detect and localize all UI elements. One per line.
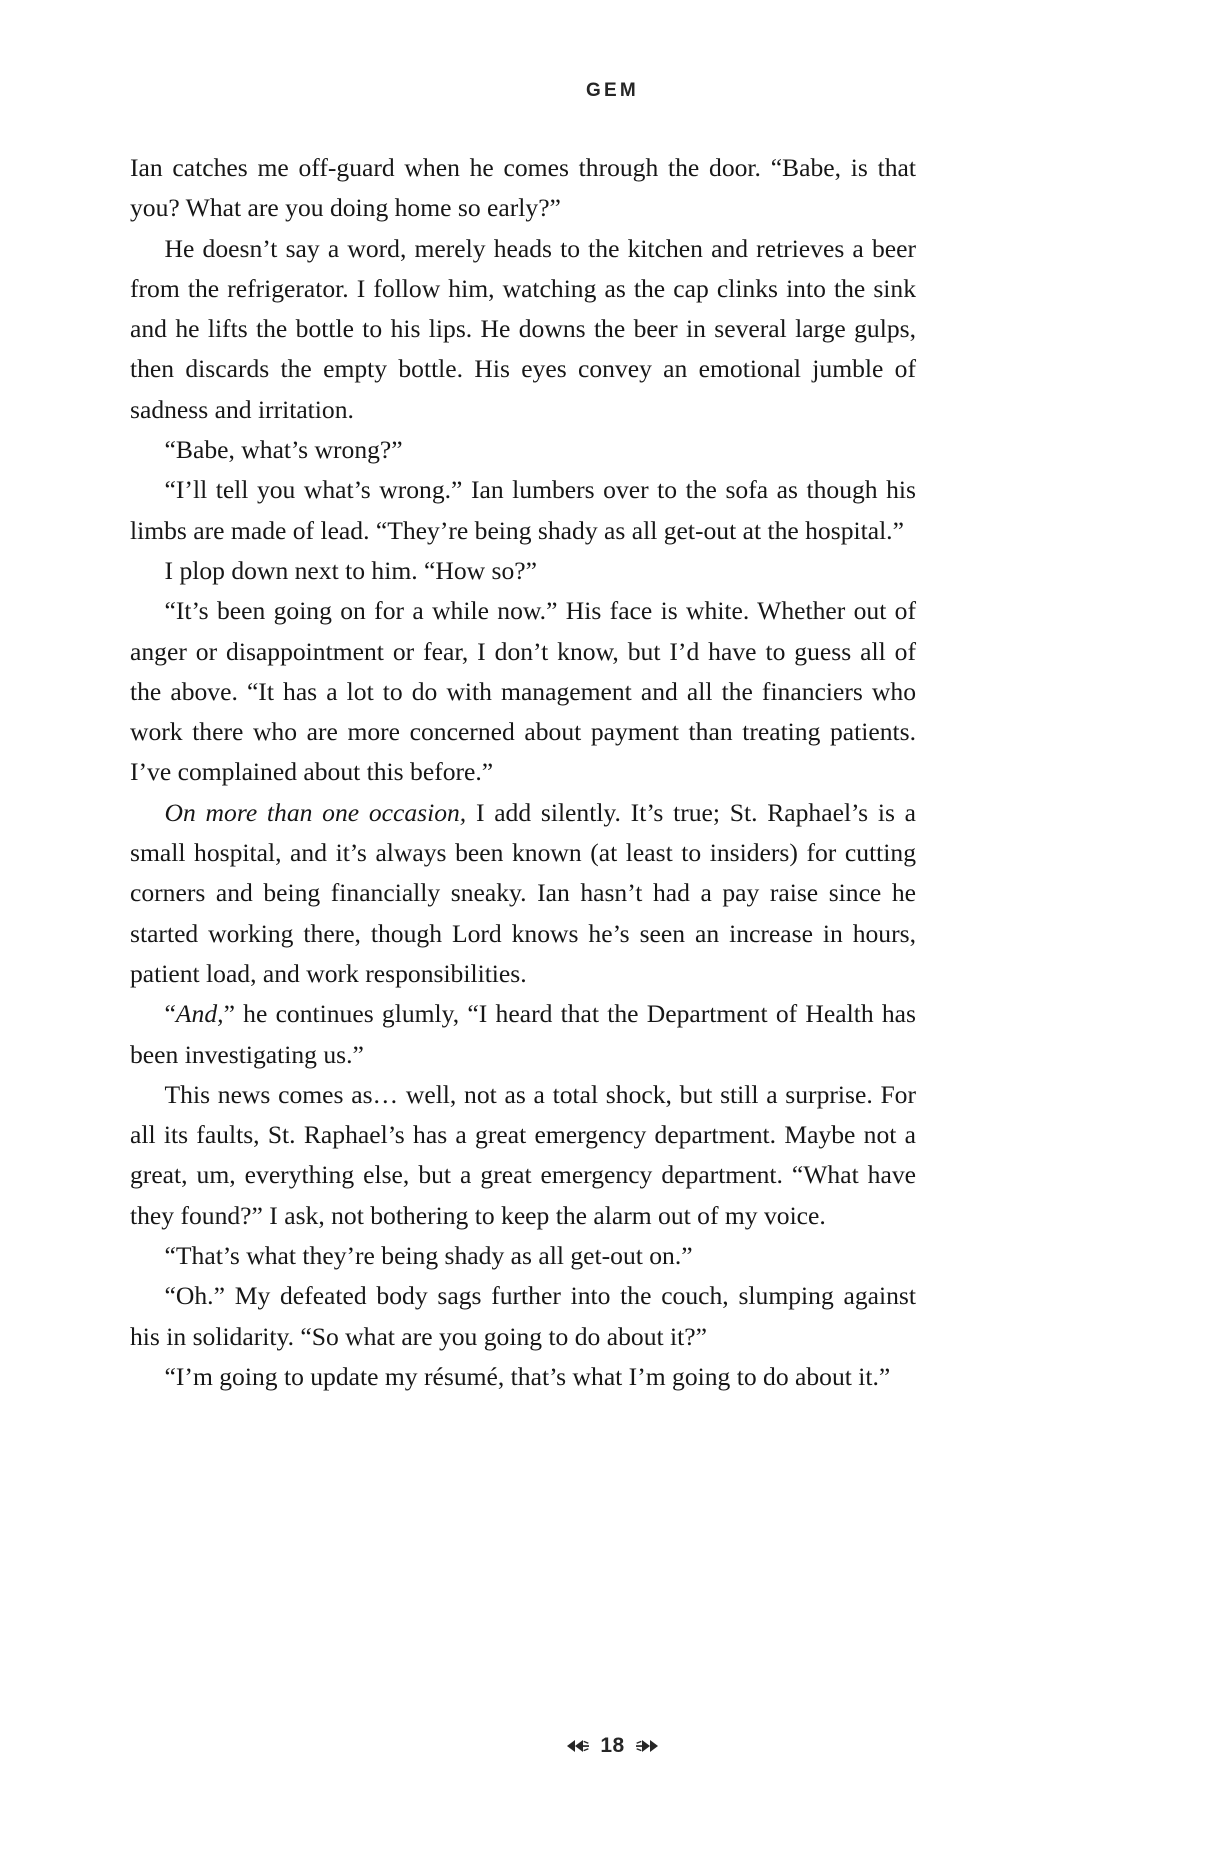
paragraph bbox=[130, 1357, 916, 1397]
paragraph bbox=[130, 470, 916, 551]
running-head: GEM bbox=[586, 80, 639, 101]
text-run: “ bbox=[164, 999, 176, 1029]
paragraph bbox=[130, 148, 916, 229]
paragraph bbox=[130, 229, 916, 430]
text-run: He doesn’t say a word, merely heads to the kitchen and retrieves a beer from the refrigerator. I follow him, watching as the cap clinks into the sink and he lifts the bottle to his lips. He downs the beer in several large gulps, then discards the empty bottle. His eyes convey an emotional jumble of sadness and irritation. bbox=[130, 233, 916, 424]
text-run: ” he continues glumly, “I heard that the Department of Health has been investigating us.” bbox=[130, 999, 916, 1069]
paragraph bbox=[130, 1075, 916, 1236]
paragraph bbox=[130, 591, 916, 792]
page-footer bbox=[0, 1735, 1225, 1756]
italic-run: On more than one occasion, bbox=[164, 797, 467, 827]
body-text bbox=[130, 148, 916, 1397]
text-run: “Oh.” My defeated body sags further into the couch, slumping against his in solidarity. “So what are you going to do about it?” bbox=[130, 1281, 916, 1351]
italic-run: And, bbox=[175, 999, 224, 1029]
text-run: “I’ll tell you what’s wrong.” Ian lumbers over to the sofa as though his limbs are made of lead. “They’re being shady as all get-out at the hospital.” bbox=[130, 475, 916, 545]
paragraph bbox=[130, 1276, 916, 1357]
text-run: “It’s been going on for a while now.” His face is white. Whether out of anger or disappointment or fear, I don’t know, but I’d have to guess all of the above. “It has a lot to do with management and all the financiers who work there who are more concerned about payment than treating patients. I’ve complained about this before.” bbox=[130, 596, 916, 787]
text-run: This news comes as… well, not as a total shock, but still a surprise. For all its faults, St. Raphael’s has a great emergency department. Maybe not a great, um, everything else, but a great emergency department. “What have they found?” I ask, not bothering to keep the alarm out of my voice. bbox=[130, 1079, 916, 1230]
paragraph bbox=[130, 994, 916, 1075]
text-run: “I’m going to update my résumé, that’s what I’m going to do about it.” bbox=[164, 1361, 891, 1391]
paragraph bbox=[130, 1236, 916, 1276]
text-run: Ian catches me off-guard when he comes through the door. “Babe, is that you? What are you doing home so early?” bbox=[130, 153, 916, 223]
text-run: “That’s what they’re being shady as all get-out on.” bbox=[164, 1241, 693, 1271]
text-run: “Babe, what’s wrong?” bbox=[164, 435, 403, 465]
double-arrow-right-icon bbox=[636, 1737, 662, 1755]
paragraph bbox=[130, 430, 916, 470]
text-run: I add silently. It’s true; St. Raphael’s is a small hospital, and it’s always been known (at least to insiders) for cutting corners and being financially sneaky. Ian hasn’t had a pay raise since he started working there, though Lord knows he’s seen an increase in hours, patient load, and work responsibilities. bbox=[130, 797, 917, 988]
paragraph bbox=[130, 551, 916, 591]
text-run: I plop down next to him. “How so?” bbox=[164, 555, 538, 585]
page-number: 18 bbox=[600, 1734, 625, 1757]
double-arrow-left-icon bbox=[563, 1737, 589, 1755]
paragraph bbox=[130, 793, 916, 994]
